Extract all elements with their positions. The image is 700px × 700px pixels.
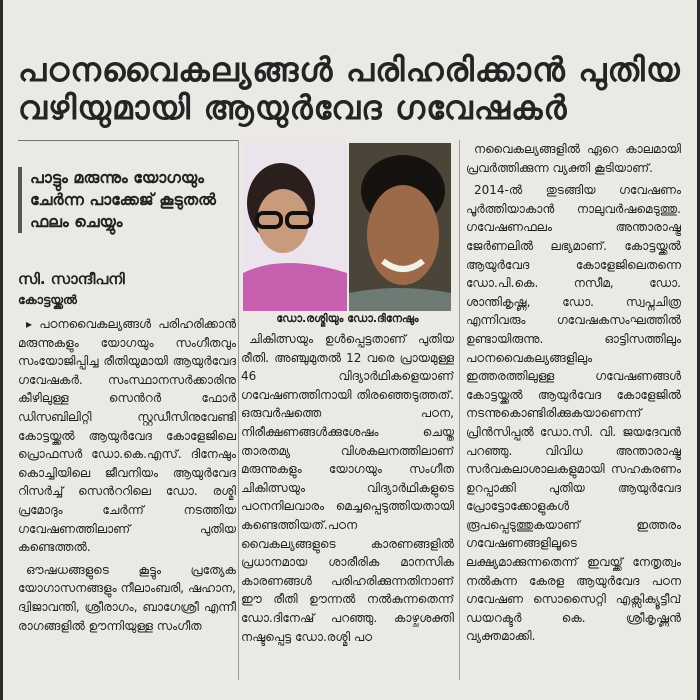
headline-line-1: പഠനവൈകല്യങ്ങൾ പരിഹരിക്കാൻ പുതിയ (18, 50, 681, 89)
byline-name: സി. സാന്ദീപനി (18, 270, 125, 288)
paragraph: നവൈകല്യങ്ങളിൽ ഏറെ കാലമായി പ്രവർത്തിക്കുന്ന വ്യക്തി കൂടിയാണ്. (466, 142, 681, 175)
byline-place: കോട്ടയ്ക്കൽ (18, 292, 77, 307)
divider (18, 140, 238, 141)
article-column-1 (18, 315, 236, 680)
subheadline: പാട്ടും മരുന്നും യോഗയും ചേർന്ന പാക്കേജ് കൂടുതൽ ഫലം ചെയ്യും (18, 167, 248, 233)
paragraph: ചികിത്സയും ഉൾപ്പെട്ടതാണ് പുതിയ രീതി. അഞ്ചുമുതൽ 12 വരെ പ്രായമുള്ള 46 വിദ്യാർഥികളെയാണ് ഗവേഷണത്തിനായി തിരഞ്ഞെടുത്തത്. ഒരുവർഷത്തെ പഠന, നിരീക്ഷണങ്ങൾക്കുശേഷം ചെയ്ത താരതമ്യ വിശകലനത്തിലാണ് മരുന്നുകളും യോഗയും സംഗീത ചികിത്സയും വിദ്യാർഥികളുടെ പഠനനിലവാരം മെച്ചപ്പെടുത്തിയതായി കണ്ടെത്തിയത്.പഠന വൈകല്യങ്ങളുടെ കാരണങ്ങളിൽ പ്രധാനമായ ശാരീരിക മാനസിക കാരണങ്ങൾ പരിഹരിക്കുന്നതിനാണ് ഈ രീതി ഊന്നൽ നൽകുന്നതെന്ന് ഡോ.ദിനേഷ് പറഞ്ഞു. കാഴ്ചശക്തി നഷ്ടപ്പെട്ട ഡോ.രശ്മി പഠ (241, 332, 454, 644)
paragraph: ▸ പഠനവൈകല്യങ്ങൾ പരിഹരിക്കാൻ മരുന്നുകളും യോഗയും സംഗീതവും സംയോജിപ്പിച്ച രീതിയുമായി ആയുർവേദ ഗവേഷകർ. സംസ്ഥാനസർക്കാരിനു കീഴിലുള്ള സെൻറർ ഫോർ ഡിസബിലിറ്റി സ്റ്റഡീസിനുവേണ്ടി കോട്ടയ്ക്കൽ ആയുർവേദ കോളേജിലെ പ്രൊഫസർ ഡോ.കെ.എസ്. ദിനേഷും കൊച്ചിയിലെ ജീവനിയം ആയുർവേദ റിസർച്ച് സെൻററിലെ ഡോ. രശ്മി പ്രമോദും ചേർന്ന് നടത്തിയ ഗവേഷണത്തിലാണ് പുതിയ കണ്ടെത്തൽ. (18, 317, 236, 555)
paragraph: ഔഷധങ്ങളുടെ കൂട്ടും പ്രത്യേക യോഗാസനങ്ങളും നീലാംബരി, ഷഹാന, ദ്വിജാവന്തി, ശ്രീരാഗം, ബാഗേശ്രീ എന്നീ രാഗങ്ങളിൽ ഊന്നിയുള്ള സംഗീത (18, 562, 236, 633)
article-column-2 (241, 330, 454, 680)
paragraph: 2014-ൽ തുടങ്ങിയ ഗവേഷണം പൂർത്തിയാകാൻ നാലുവർഷമെടുത്തു. ഗവേഷണഫലം അന്താരാഷ്ട്ര ജേർണലിൽ ലഭ്യമാണ്. കോട്ടയ്ക്കൽ ആയുർവേദ കോളേജിലെതന്നെ ഡോ.പി.കെ. നസീമ, ഡോ. ശാന്തികൃഷ്ണ, ഡോ. സ്വപ്നചിത്ര എന്നിവരും ഗവേഷകസംഘത്തിൽ ഉണ്ടായിരുന്നു. ഓട്ടിസത്തിലും പഠനവൈകല്യങ്ങളിലും ഇത്തരത്തിലുള്ള ഗവേഷണങ്ങൾ കോട്ടയ്ക്കൽ ആയുർവേദ കോളേജിൽ നടന്നുകൊണ്ടിരിക്കുകയാണെന്ന് പ്രിൻസിപ്പൽ ഡോ.സി. വി. ജയദേവൻ പറഞ്ഞു. വിവിധ അന്താരാഷ്ട്ര സർവകലാശാലകളുമായി സഹകരണം ഉറപ്പാക്കി പുതിയ ആയുർവേദ പ്രോട്ടോക്കോളുകൾ രൂപപ്പെടുത്തുകയാണ് ഇത്തരം ഗവേഷണങ്ങളിലൂടെ ലക്ഷ്യമാക്കുന്നതെന്ന് ഇവയ്ക്ക് നേതൃത്വം നൽകുന്ന കേരള ആയുർവേദ പഠന ഗവേഷണ സൊസൈറ്റി എക്സിക്യൂട്ടീവ് ഡയറക്ടർ കെ. ശ്രീകൃഷ്ണൻ വ്യക്തമാക്കി. (466, 183, 681, 644)
column-divider (238, 140, 239, 680)
article-column-3 (466, 140, 681, 680)
photo-dr-reshmi (243, 143, 347, 311)
column-divider (459, 140, 460, 680)
photo-caption: ഡോ.രശ്മിയും ഡോ.ദിനേഷും (276, 312, 419, 325)
photo-dr-dinesh (349, 143, 451, 311)
newspaper-clipping (3, 0, 697, 700)
headline-line-2: വഴിയുമായി ആയുർവേദ ഗവേഷകർ (18, 88, 568, 127)
photo-pair (243, 143, 451, 311)
